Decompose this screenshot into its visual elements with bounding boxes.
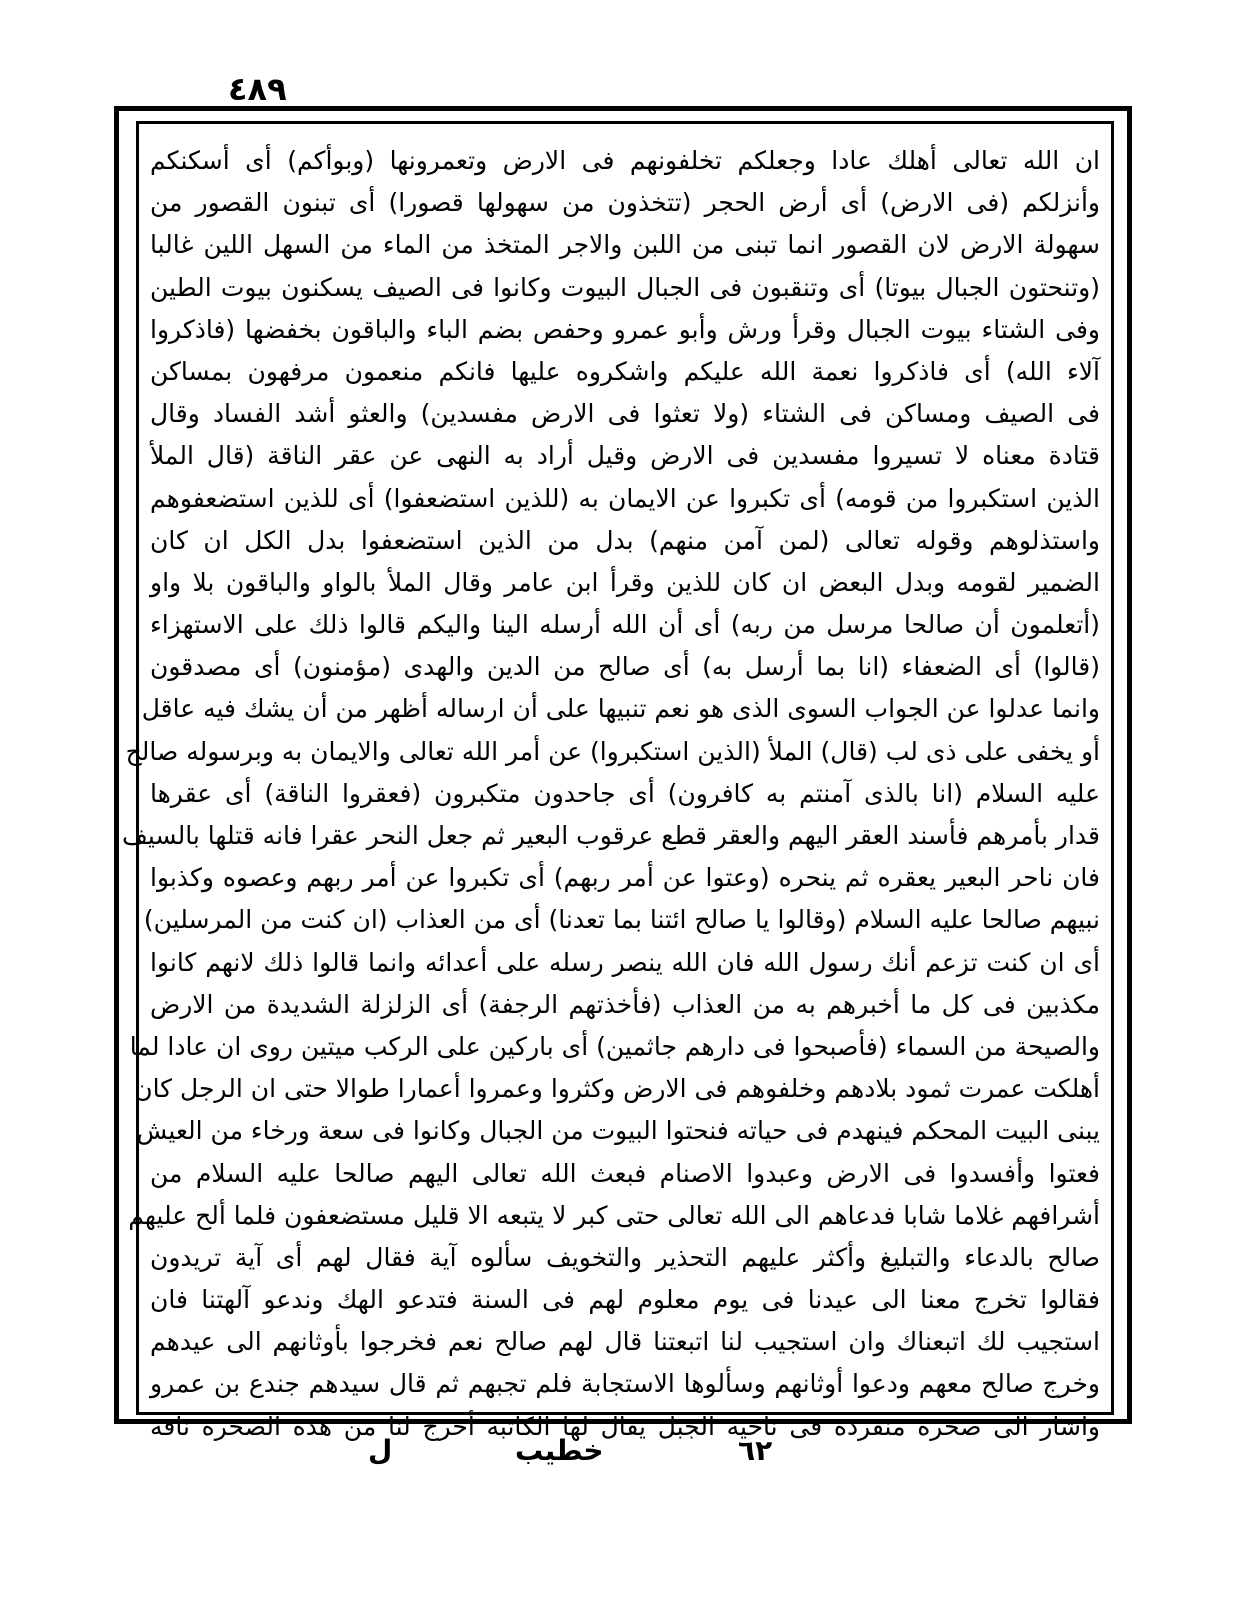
text-line: آلاء الله) أى فاذكروا نعمة الله عليكم واشكروه عليها فانكم منعمون مرفهون بمساكن <box>150 356 1100 386</box>
text-line: استجيب لك اتبعناك وان استجيب لنا اتبعتنا قال لهم صالح نعم فخرجوا بأوثانهم الى عيدهم <box>150 1327 1100 1357</box>
text-line: (وتنحتون الجبال بيوتا) أى وتنقبون فى الجبال البيوت وكانوا فى الصيف يسكنون بيوت الطين <box>150 272 1100 302</box>
text-line: ان الله تعالى أهلك عادا وجعلكم تخلفونهم فى الارض وتعمرونها (وبوأكم) أى أسكنكم <box>150 146 1100 175</box>
text-line: يبنى البيت المحكم فينهدم فى حياته فنحتوا البيوت من الجبال وكانوا فى سعة ورخاء من العيش <box>136 1116 1100 1146</box>
page-footer <box>0 1434 1240 1474</box>
text-line: أى ان كنت تزعم أنك رسول الله فان الله ينصر رسله على أعدائه وانما قالوا ذلك لانهم كانوا <box>150 947 1100 977</box>
text-line: وأنزلكم (فى الارض) أى أرض الحجر (تتخذون من سهولها قصورا) أى تبنون القصور من <box>150 188 1100 218</box>
signature-number: ٦٢ <box>738 1434 773 1467</box>
text-line: فان ناحر البعير يعقره ثم ينحره (وعتوا عن أمر ربهم) أى تكبروا عن أمر ربهم وعصوه وكذبوا <box>150 863 1100 893</box>
text-line: (أتعلمون أن صالحا مرسل من ربه) أى أن الله أرسله الينا واليكم قالوا ذلك على الاستهزاء <box>150 610 1100 640</box>
text-line: الذين استكبروا من قومه) أى تكبروا عن الايمان به (للذين استضعفوا) أى للذين استضعفوهم <box>150 483 1100 513</box>
text-line: أو يخفى على ذى لب (قال) الملأ (الذين استكبروا) عن أمر الله تعالى والايمان به وبرسوله صالح <box>125 736 1100 766</box>
text-line: نبيهم صالحا عليه السلام (وقالوا يا صالح ائتنا بما تعدنا) أى من العذاب (ان كنت من المرسلين) <box>143 905 1100 935</box>
page-body-text <box>121 140 1100 1441</box>
text-line: عليه السلام (انا بالذى آمنتم به كافرون) أى جاحدون متكبرون (فعقروا الناقة) أى عقرها <box>150 778 1100 808</box>
text-line: سهولة الارض لان القصور انما تبنى من اللبن والاجر المتخذ من الماء من السهل اللين غالبا <box>150 230 1100 260</box>
text-line: وانما عدلوا عن الجواب السوى الذى هو نعم تنبيها على أن ارساله أظهر من أن يشك فيه عاقل <box>141 694 1100 724</box>
text-line: فقالوا تخرج معنا الى عيدنا فى يوم معلوم لهم فى السنة فتدعو الهك وندعو آلهتنا فان <box>150 1285 1100 1315</box>
text-line: الضمير لقومه وبدل البعض ان كان للذين وقرأ ابن عامر وقال الملأ بالواو والباقون بلا واو <box>150 567 1100 597</box>
signature-letter: ل <box>368 1434 393 1467</box>
text-line: قتادة معناه لا تسيروا مفسدين فى الارض وقيل أراد به النهى عن عقر الناقة (قال الملأ <box>150 441 1100 471</box>
page-number: ٤٨٩ <box>228 70 287 108</box>
text-line: أهلكت عمرت ثمود بلادهم وخلفوهم فى الارض وكثروا وعمروا أعمارا طوالا حتى ان الرجل كان <box>134 1074 1100 1104</box>
signature-word: خطيب <box>515 1434 604 1467</box>
text-line: وخرج صالح معهم ودعوا أوثانهم وسألوها الاستجابة فلم تجبهم ثم قال سيدهم جندع بن عمرو <box>150 1369 1100 1399</box>
text-line: (قالوا) أى الضعفاء (انا بما أرسل به) أى صالح من الدين والهدى (مؤمنون) أى مصدقون <box>150 652 1100 682</box>
text-line: صالح بالدعاء والتبليغ وأكثر عليهم التحذير والتخويف سألوه آية فقال لهم أى آية تريدون <box>150 1242 1100 1272</box>
text-line: أشرافهم غلاما شابا فدعاهم الى الله تعالى حتى كبر لا يتبعه الا قليل مستضعفون فلما ألح عليهم <box>128 1200 1100 1230</box>
text-line: مكذبين فى كل ما أخبرهم به من العذاب (فأخذتهم الرجفة) أى الزلزلة الشديدة من الارض <box>150 989 1100 1019</box>
text-line: وفى الشتاء بيوت الجبال وقرأ ورش وأبو عمرو وحفص بضم الباء والباقون بخفضها (فاذكروا <box>150 314 1100 344</box>
text-line: واستذلوهم وقوله تعالى (لمن آمن منهم) بدل من الذين استضعفوا بدل الكل ان كان <box>150 525 1100 555</box>
text-line: فى الصيف ومساكن فى الشتاء (ولا تعثوا فى الارض مفسدين) والعثو أشد الفساد وقال <box>150 399 1100 429</box>
text-line: والصيحة من السماء (فأصبحوا فى دارهم جاثمين) أى باركين على الركب ميتين روى ان عادا لما <box>129 1031 1100 1061</box>
text-line: فعتوا وأفسدوا فى الارض وعبدوا الاصنام فبعث الله تعالى اليهم صالحا عليه السلام من <box>150 1158 1100 1188</box>
text-line: قدار بأمرهم فأسند العقر اليهم والعقر قطع عرقوب البعير ثم جعل النحر عقرا فانه قتلها بالسيف <box>121 821 1100 850</box>
text-line: واشار الى صخرة منفردة فى ناحية الجبل يقال لها الكاثبة أخرج لنا من هذه الصخرة ناقة <box>150 1411 1100 1441</box>
